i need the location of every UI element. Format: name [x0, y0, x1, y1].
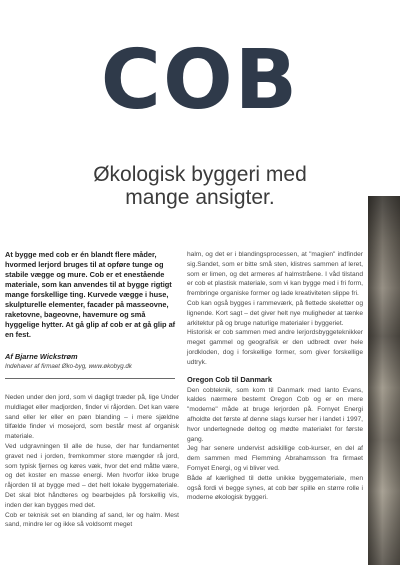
body-paragraph: Både af kærlighed til dette unikke byggemateriale, men også fordi vi begge synes, at cob bør spille en større rolle i moderne økologisk byggeri.: [187, 474, 363, 502]
author-role: Indehaver af firmaet Øko-byg, www.økobyg.dk: [5, 363, 132, 370]
body-paragraph: Cob kan også bygges i rammeværk, på flettede skeletter og lignende. Kort sagt – det giver helt nye muligheder at tænke arkitektur på og bruge naturlige materialer i byggeriet.: [187, 299, 363, 327]
left-column: [5, 250, 179, 530]
body-paragraph: Neden under den jord, som vi dagligt træder på, lige Under muldlaget eller madjorden, finder vi råjorden. Det kan være sand eller ler eller en pæn blanding – i mere sjældne tilfælde finder vi mosejord, som består mest af organisk materiale.: [5, 394, 179, 441]
article-subtitle: [0, 163, 400, 209]
author-byline: Af Bjarne Wickstrøm: [5, 352, 78, 361]
right-column: [187, 250, 363, 503]
body-paragraph: Ved udgravningen til alle de huse, der har fundamentet gravet ned i jorden, fremkommer store mængder rå jord, som typisk fjernes og køres væk, hvor det end måtte være, og det koster en masse energi. Men hvorfor ikke bruge råjorden til at bygge med – det helt lokale byggemateriale. Det skal blot håndteres og bearbejdes på forskellig vis, inden der kan bygges med det.: [5, 442, 179, 509]
cob-photo-shade: [368, 196, 400, 565]
body-paragraph: Cob er teknisk set en blanding af sand, ler og halm. Mest sand, mindre ler og ikke så voldsomt meget: [5, 511, 179, 529]
body-paragraph: Jeg har senere undervist adskillige cob-kurser, en del af dem sammen med Flemming Abrahamsson fra firmaet Fornyet Energi, og vi bliver ved.: [187, 445, 363, 472]
subtitle-line-1: Økologisk byggeri med: [93, 163, 307, 186]
body-paragraph: Historisk er cob sammen med andre lerjordsbyggeteknikker meget gammel og geografisk er den udbredt over hele jordkloden, dog i forskellige former, som giver forskellige udtryk.: [187, 329, 363, 366]
body-paragraph: halm, og det er i blandingsprocessen, at "magien" indfinder sig.Sandet, som er bitte små sten, klistres sammen af leret, som er limen, og det armeres af halmstråene. I våd tilstand er cob et plastisk materiale, som vi kan bygge med i fri form, frembringe organiske former og lade kreativiteten slippe fri.: [187, 251, 363, 298]
body-paragraph: Den cobteknik, som kom til Danmark med Ianto Evans, kaldes nærmere bestemt Oregon Cob og er en mere "moderne" måde at bruge lerjorden på. Fornyet Energi afholdte det første af denne slags kurser her i landet i 1997, hvor undertegnede deltog og mødte materialet for første gang.: [187, 386, 363, 443]
lead-paragraph: At bygge med cob er én blandt flere måder, hvormed lerjord bruges til at opføre tunge og stabile vægge og mure. Cob er et enestående materiale, som kan anvendes til at bygge rigtigt mange forskellige ting. Kurvede vægge i huse, skulpturelle elementer, facader på masseovne, raketovne, bageovne, havemure og små hyggelige hytter. At gå glip af cob er at gå glip af en fest.: [5, 250, 176, 339]
byline-divider: [5, 378, 175, 379]
section-heading: Oregon Cob til Danmark: [187, 374, 273, 384]
article-title: COB: [100, 33, 300, 128]
subtitle-line-2: mange ansigter.: [125, 186, 275, 209]
